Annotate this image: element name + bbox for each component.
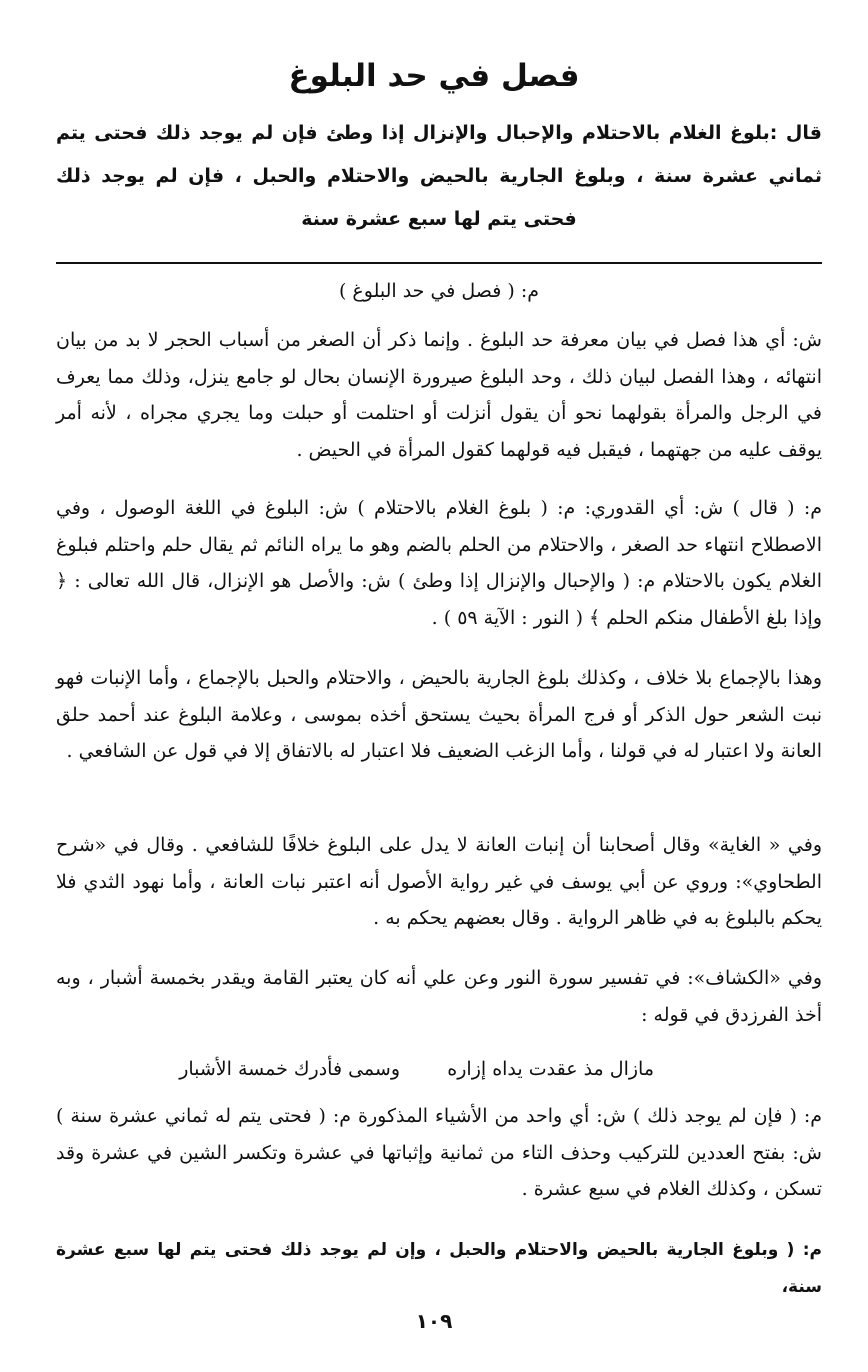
chapter-title: فصل في حد البلوغ [288,58,580,94]
poem-hemistich-1: مازال مذ عقدت يداه إزاره [447,1058,654,1080]
commentary-paragraph-1: ش: أي هذا فصل في بيان معرفة حد البلوغ . وإنما ذكر أن الصغر من أسباب الحجر لا بد من بيان انتهائه ، وهذا الفصل لبيان ذلك ، وحد البلوغ صيرورة الإنسان بحال لو جامع ينزل، وذلك مما يعرف في الرجل والمرأة بقولهما نحو أن يقول أنزلت أو احتلمت أو حبلت وما يجري مجراه ، لأنه أمر يوقف عليه من جهتهما ، فيقبل فيه قولهما كقول المرأة في الحيض . [56,329,822,461]
commentary-paragraph-3: وهذا بالإجماع بلا خلاف ، وكذلك بلوغ الجارية بالحيض ، والاحتلام والحبل بالإجماع ، وأما الإنبات فهو نبت الشعر حول الذكر أو فرج المرأة بحيث يستحق أخذه بموسى ، وعلامة البلوغ عند أحمد حلق العانة ولا اعتبار له في قولنا ، وأما الزغب الضعيف فلا اعتبار له بالاتفاق إلا في قول عن الشافعي . [56,667,822,762]
commentary-paragraph-6: م: ( فإن لم يوجد ذلك ) ش: أي واحد من الأشياء المذكورة م: ( فحتى يتم له ثماني عشرة سنة ) ش: بفتح العددين للتركيب وحذف التاء من ثمانية وإثباتها في عشرة وتكسر الشين في عشرة وقد تسكن ، وكذلك الغلام في سبع عشرة . [56,1105,822,1200]
poem-verse [56,1049,822,1089]
page-number: ١٠٩ [415,1309,453,1333]
commentary-paragraph-2: م: ( قال ) ش: أي القدوري: م: ( بلوغ الغلام بالاحتلام ) ش: البلوغ في اللغة الوصول ، وفي الاصطلاح انتهاء حد الصغر ، والاحتلام من الحلم بالضم وهو ما يراه النائم ثم يقال حلم واحتلم فبلوغ الغلام يكون بالاحتلام م: ( والإحبال والإنزال إذا وطئ ) ش: والأصل هو الإنزال، قال الله تعالى : ﴿ وإذا بلغ الأطفال منكم الحلم ﴾ ( النور : الآية ٥٩ ) . [56,497,822,629]
section-heading: م: ( فصل في حد البلوغ ) [338,280,540,302]
matn-text: قال :بلوغ الغلام بالاحتلام والإحبال والإنزال إذا وطئ فإن لم يوجد ذلك فحتى يتم ثماني عشرة سنة ، وبلوغ الجارية بالحيض والاحتلام والحبل ، فإن لم يوجد ذلك فحتى يتم لها سبع عشرة سنة [56,122,822,230]
divider-line [56,262,822,264]
matn-quote-paragraph: م: ( وبلوغ الجارية بالحيض والاحتلام والحبل ، وإن لم يوجد ذلك فحتى يتم لها سبع عشرة سنة، [56,1240,822,1297]
commentary-paragraph-4: وفي « الغاية» وقال أصحابنا أن إنبات العانة لا يدل على البلوغ خلافًا للشافعي . وقال في «شرح الطحاوي»: وروي عن أبي يوسف في غير رواية الأصول أنه اعتبر نبات العانة ، وأما نهود الثدي فلا يحكم بالبلوغ به في ظاهر الرواية . وقال بعضهم يحكم به . [56,834,822,929]
poem-hemistich-2: وسمى فأدرك خمسة الأشبار [179,1058,400,1080]
commentary-paragraph-5: وفي «الكشاف»: في تفسير سورة النور وعن علي أنه كان يعتبر القامة ويقدر بخمسة أشبار ، وبه أخذ الفرزدق في قوله : [56,967,822,1026]
